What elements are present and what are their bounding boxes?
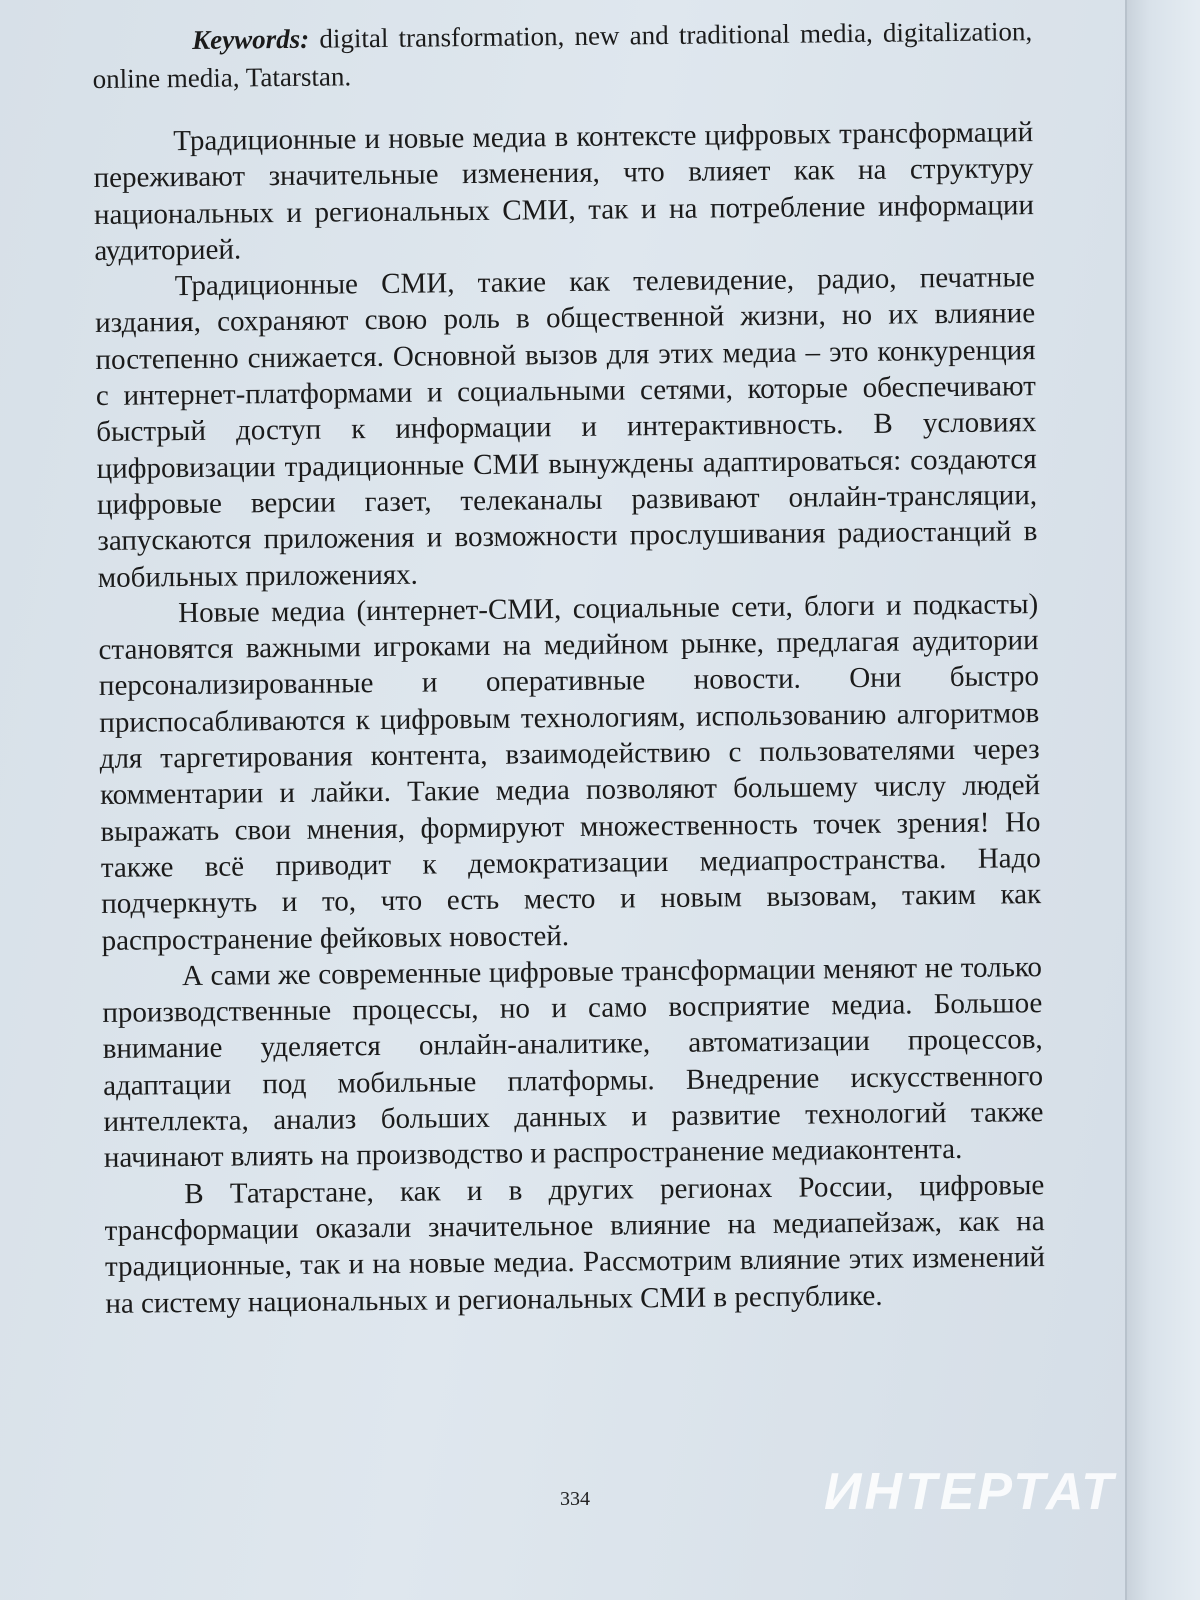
page-fold — [1125, 0, 1200, 1600]
paragraph-3: Новые медиа (интернет-СМИ, социальные сети, блоги и подкасты) становятся важными игроками на медийном рынке, предлагая аудитории персонализированные и оперативные новости. Они быстро приспосабливаются к цифровым технологиям, использованию алгоритмов для таргетирования контента, взаимодействию с пользователями через комментарии и лайки. Такие медиа позволяют большему числу людей выражать свои мнения, формируют множественность точек зрения! Но также всё приводит к демократизации медиапространства. Надо подчеркнуть и то, что есть место и новым вызовам, таким как распространение фейковых новостей. — [98, 587, 1042, 957]
page-number: 334 — [560, 1488, 590, 1510]
paragraph-1: Традиционные и новые медиа в контексте цифровых трансформаций переживают значительные изменения, что влияет как на структуру национальных и региональных СМИ, так и на потребление информации аудиторией. — [93, 116, 1035, 267]
keywords-label: Keywords: — [192, 23, 310, 55]
watermark-logo: ИНТЕРТАТ — [824, 1463, 1116, 1521]
paragraph-2: Традиционные СМИ, такие как телевидение, радио, печатные издания, сохраняют свою роль в общественной жизни, но их влияние постепенно снижается. Основной вызов для этих медиа – это конкуренция с интернет-платформами и социальными сетями, которые обеспечивают быстрый доступ к информации и интерактивность. В условиях цифровизации традиционные СМИ вынуждены адаптироваться: создаются цифровые версии газет, телеканалы развивают онлайн-трансляции, запускаются приложения и возможности прослушивания радиостанций в мобильных приложениях. — [94, 261, 1038, 594]
keywords-line — [92, 12, 1033, 98]
keywords-text: digital transformation, new and traditional media, digitalization, online media, Tatarstan. — [92, 16, 1033, 94]
paragraph-4: А сами же современные цифровые трансформации меняют не только производственные процессы, но и само восприятие медиа. Большое внимание уделяется онлайн-аналитике, автоматизации процессов, адаптации под мобильные платформы. Внедрение искусственного интеллекта, анализ больших данных и развитие технологий также начинают влиять на производство и распространение медиаконтента. — [102, 950, 1044, 1175]
page-text — [92, 12, 1046, 1322]
paragraph-5: В Татарстане, как и в других регионах России, цифровые трансформации оказали значительное влияние на медиапейзаж, как на традиционные, так и на новые медиа. Рассмотрим влияние этих изменений на систему национальных и региональных СМИ в республике. — [104, 1168, 1046, 1320]
